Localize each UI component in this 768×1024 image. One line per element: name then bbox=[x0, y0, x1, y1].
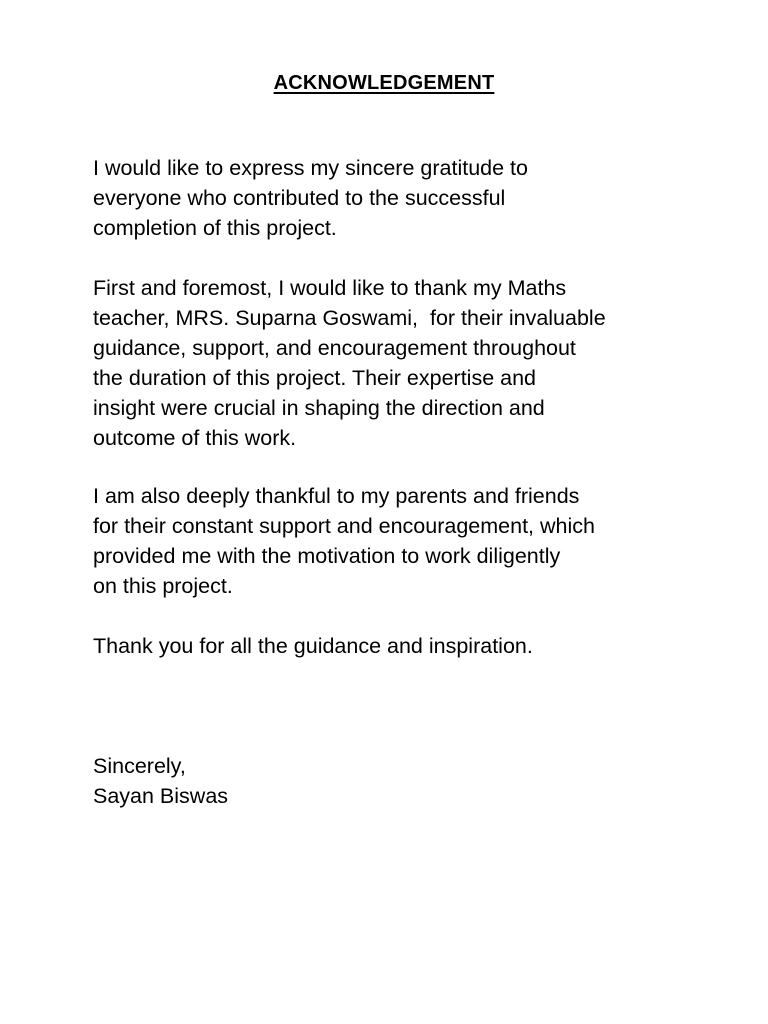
paragraph-line: insight were crucial in shaping the direction and bbox=[93, 396, 545, 420]
paragraph-line: I would like to express my sincere gratitude to bbox=[93, 156, 528, 180]
paragraph-thank-you bbox=[93, 631, 693, 661]
paragraph-line: teacher, MRS. Suparna Goswami, for their invaluable bbox=[93, 306, 606, 330]
paragraph-line: completion of this project. bbox=[93, 216, 337, 240]
paragraph-line: guidance, support, and encouragement throughout bbox=[93, 336, 576, 360]
page-title: ACKNOWLEDGEMENT bbox=[273, 72, 495, 94]
paragraph-line: everyone who contributed to the successful bbox=[93, 186, 506, 210]
paragraph-line: the duration of this project. Their expertise and bbox=[93, 366, 536, 390]
paragraph-teacher-thanks bbox=[93, 273, 693, 453]
paragraph-line: I am also deeply thankful to my parents and friends bbox=[93, 484, 580, 508]
closing-block bbox=[93, 751, 693, 811]
paragraph-line: Thank you for all the guidance and inspiration. bbox=[93, 634, 533, 658]
paragraph-line: outcome of this work. bbox=[93, 426, 297, 450]
closing-salutation: Sincerely, bbox=[93, 754, 186, 778]
paragraph-line: provided me with the motivation to work diligently bbox=[93, 544, 561, 568]
paragraph-intro bbox=[93, 153, 693, 243]
paragraph-line: First and foremost, I would like to thank my Maths bbox=[93, 276, 567, 300]
signature-name: Sayan Biswas bbox=[93, 784, 229, 808]
paragraph-line: on this project. bbox=[93, 574, 233, 598]
paragraph-line: for their constant support and encouragement, which bbox=[93, 514, 595, 538]
paragraph-family-thanks bbox=[93, 481, 693, 601]
